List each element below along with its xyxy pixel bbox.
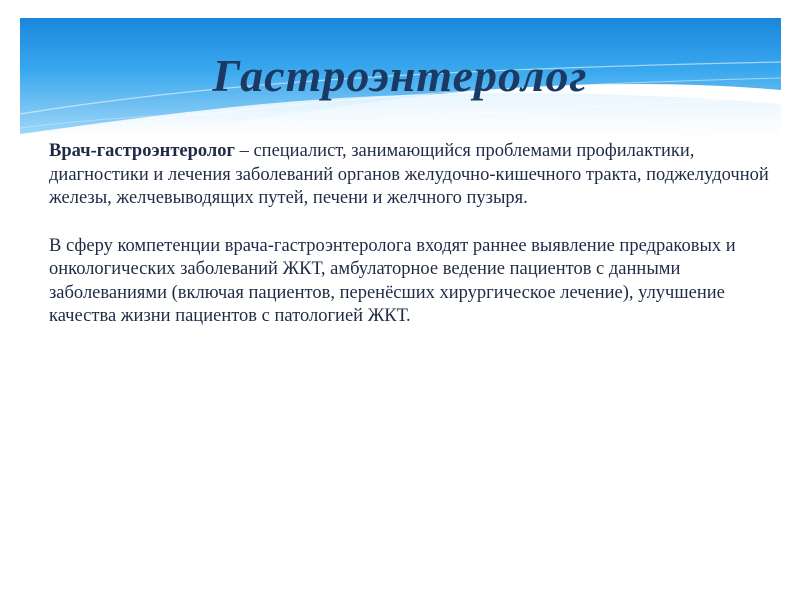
paragraph-definition [49,140,771,211]
paragraph-competence: В сферу компетенции врача-гастроэнтеролога входят раннее выявление предраковых и онкологических заболеваний ЖКТ, амбулаторное ведение пациентов с данными заболеваниями (включая пациентов, перенёсших хирургическое лечение), улучшение качества жизни пациентов с патологией ЖКТ. [49,235,736,326]
slide-title: Гастроэнтеролог [212,50,588,101]
definition-text: – специалист, занимающийся проблемами профилактики, диагностики и лечения заболеваний органов желудочно-кишечного тракта, поджелудочной железы, желчевыводящих путей, печени и желчного пузыря. [49,141,769,208]
slide-content [49,140,771,329]
definition-term: Врач-гастроэнтеролог [49,141,235,161]
